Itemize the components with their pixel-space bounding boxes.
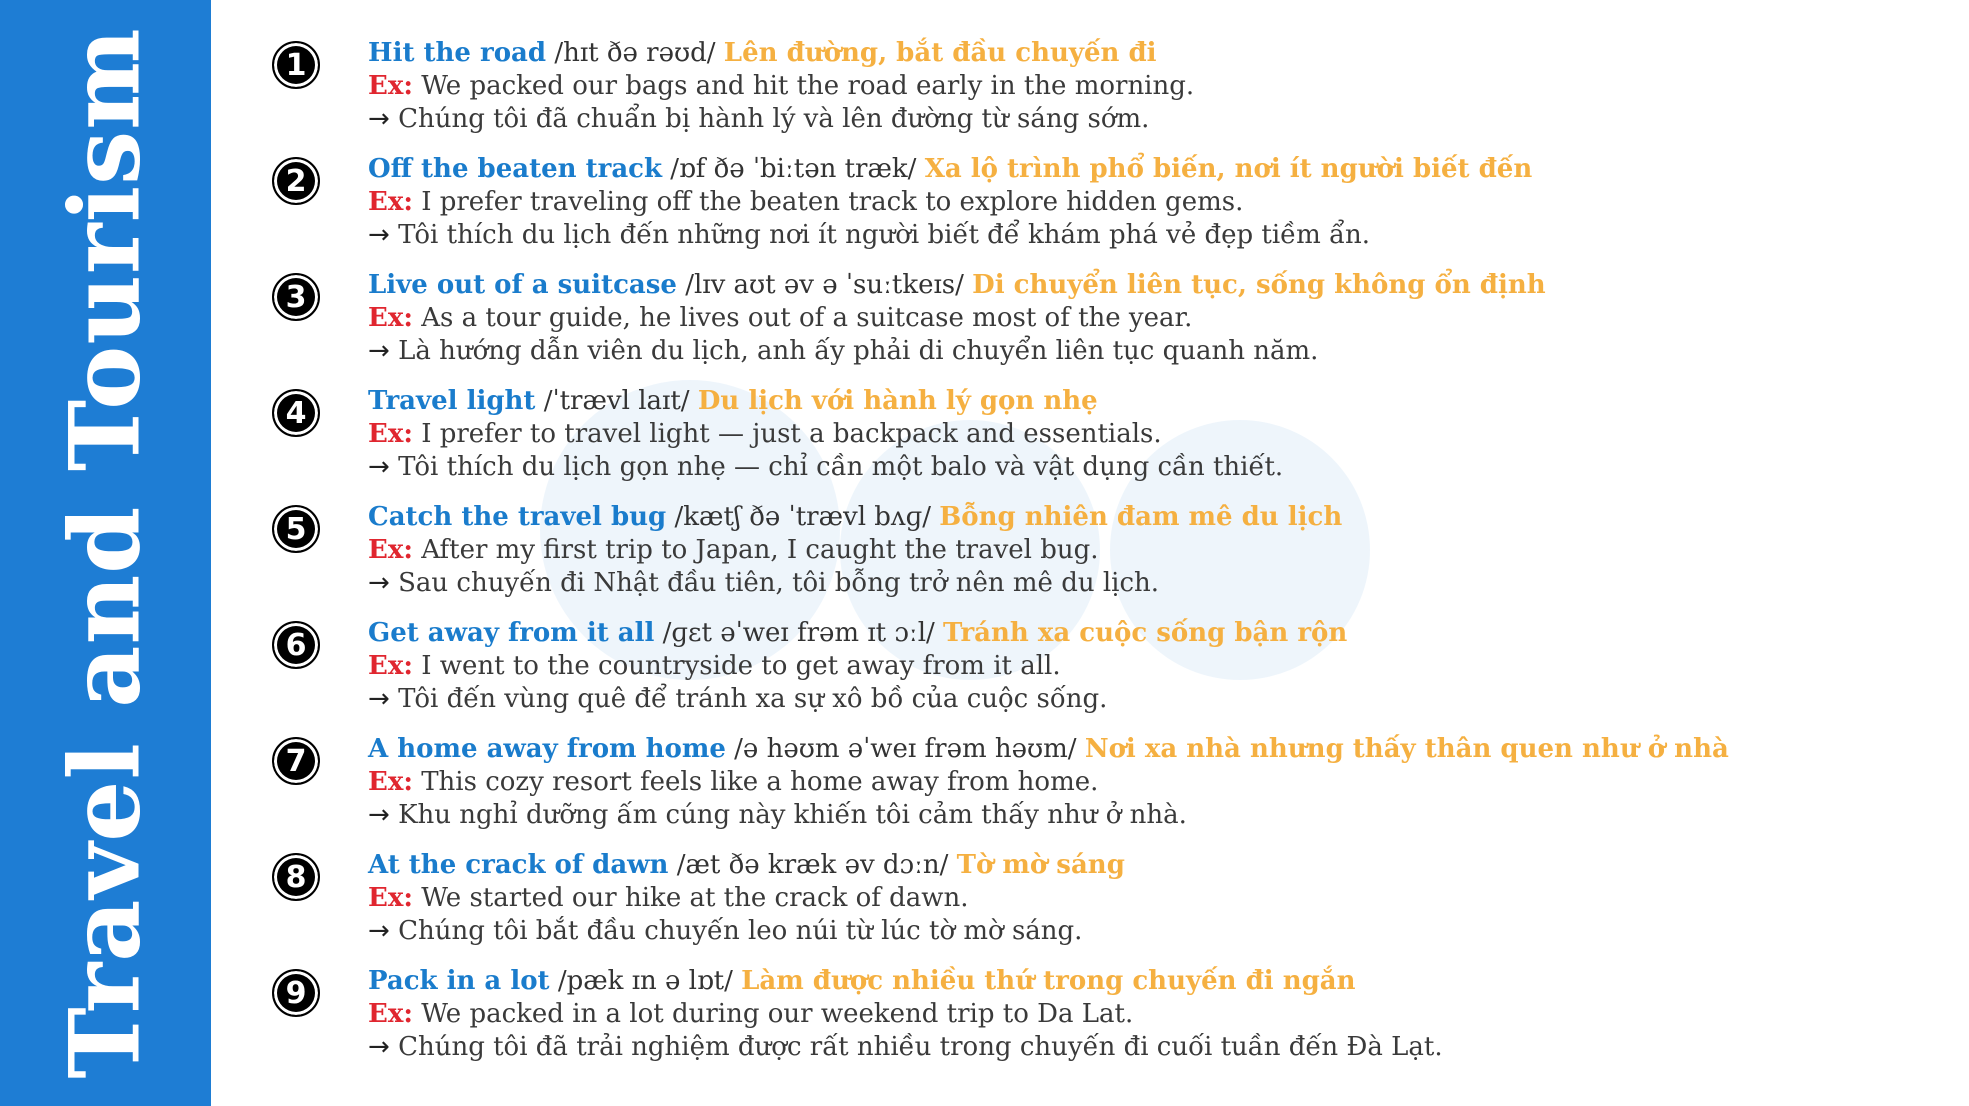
idiom-phrase: Live out of a suitcase xyxy=(368,270,677,300)
entry-lines xyxy=(368,965,1443,1064)
example-line xyxy=(368,70,1194,103)
arrow-icon: → xyxy=(368,220,390,250)
example-label: Ex: xyxy=(368,651,413,681)
arrow-icon: → xyxy=(368,336,390,366)
translation-text: Chúng tôi bắt đầu chuyến leo núi từ lúc tờ mờ sáng. xyxy=(398,916,1083,946)
translation-line xyxy=(368,335,1546,368)
idiom-entry xyxy=(270,965,1950,1081)
example-text: As a tour guide, he lives out of a suitcase most of the year. xyxy=(421,303,1193,333)
idiom-entry xyxy=(270,385,1950,501)
idiom-phrase: Hit the road xyxy=(368,38,547,68)
example-text: We started our hike at the crack of dawn. xyxy=(421,883,969,913)
translation-text: Chúng tôi đã trải nghiệm được rất nhiều trong chuyến đi cuối tuần đến Đà Lạt. xyxy=(398,1032,1443,1062)
arrow-icon: → xyxy=(368,1032,390,1062)
idiom-entry xyxy=(270,269,1950,385)
idiom-entry xyxy=(270,153,1950,269)
idiom-phrase: A home away from home xyxy=(368,734,726,764)
example-label: Ex: xyxy=(368,999,413,1029)
example-text: After my first trip to Japan, I caught the travel bug. xyxy=(421,535,1099,565)
number-badge: 3 xyxy=(272,273,320,321)
example-line xyxy=(368,534,1342,567)
idiom-entry xyxy=(270,617,1950,733)
example-label: Ex: xyxy=(368,419,413,449)
example-line xyxy=(368,302,1546,335)
number-badge: 9 xyxy=(272,969,320,1017)
idiom-header xyxy=(368,617,1347,650)
example-line xyxy=(368,882,1125,915)
translation-line xyxy=(368,799,1729,832)
idiom-meaning: Bỗng nhiên đam mê du lịch xyxy=(939,502,1343,532)
number-badge: 4 xyxy=(272,389,320,437)
entry-lines xyxy=(368,501,1342,600)
example-text: I went to the countryside to get away from it all. xyxy=(421,651,1061,681)
example-label: Ex: xyxy=(368,883,413,913)
example-text: I prefer traveling off the beaten track to explore hidden gems. xyxy=(421,187,1244,217)
translation-line xyxy=(368,219,1532,252)
sidebar-title: Travel and Tourism xyxy=(48,27,162,1079)
idiom-list xyxy=(270,37,1950,1081)
translation-text: Là hướng dẫn viên du lịch, anh ấy phải di chuyển liên tục quanh năm. xyxy=(398,336,1319,366)
idiom-entry xyxy=(270,733,1950,849)
example-line xyxy=(368,650,1347,683)
number-badge: 5 xyxy=(272,505,320,553)
idiom-ipa: /ɡɛt əˈweɪ frəm ɪt ɔːl/ xyxy=(662,618,935,648)
idiom-phrase: Get away from it all xyxy=(368,618,655,648)
translation-text: Chúng tôi đã chuẩn bị hành lý và lên đường từ sáng sớm. xyxy=(398,104,1150,134)
entry-lines xyxy=(368,849,1125,948)
example-text: I prefer to travel light — just a backpack and essentials. xyxy=(421,419,1162,449)
example-label: Ex: xyxy=(368,535,413,565)
idiom-meaning: Xa lộ trình phổ biến, nơi ít người biết đến xyxy=(924,154,1533,184)
example-label: Ex: xyxy=(368,303,413,333)
example-label: Ex: xyxy=(368,187,413,217)
idiom-meaning: Du lịch với hành lý gọn nhẹ xyxy=(697,386,1098,416)
idiom-header xyxy=(368,849,1125,882)
translation-text: Sau chuyến đi Nhật đầu tiên, tôi bỗng trở nên mê du lịch. xyxy=(398,568,1160,598)
translation-text: Tôi thích du lịch gọn nhẹ — chỉ cần một balo và vật dụng cần thiết. xyxy=(398,452,1284,482)
example-line xyxy=(368,186,1532,219)
entry-lines xyxy=(368,385,1283,484)
example-line xyxy=(368,418,1283,451)
idiom-phrase: Travel light xyxy=(368,386,536,416)
translation-line xyxy=(368,1031,1443,1064)
example-label: Ex: xyxy=(368,767,413,797)
example-text: We packed our bags and hit the road early in the morning. xyxy=(421,71,1195,101)
example-label: Ex: xyxy=(368,71,413,101)
arrow-icon: → xyxy=(368,916,390,946)
translation-text: Tôi đến vùng quê để tránh xa sự xô bồ của cuộc sống. xyxy=(398,684,1108,714)
arrow-icon: → xyxy=(368,104,390,134)
entry-lines xyxy=(368,733,1729,832)
example-text: We packed in a lot during our weekend trip to Da Lat. xyxy=(421,999,1134,1029)
entry-lines xyxy=(368,617,1347,716)
idiom-header xyxy=(368,153,1532,186)
entry-lines xyxy=(368,153,1532,252)
idiom-meaning: Nơi xa nhà nhưng thấy thân quen như ở nhà xyxy=(1084,734,1729,764)
number-badge: 7 xyxy=(272,737,320,785)
idiom-header xyxy=(368,37,1194,70)
idiom-ipa: /pæk ɪn ə lɒt/ xyxy=(557,966,733,996)
idiom-phrase: At the crack of dawn xyxy=(368,850,669,880)
translation-line xyxy=(368,683,1347,716)
idiom-header xyxy=(368,385,1283,418)
arrow-icon: → xyxy=(368,452,390,482)
translation-line xyxy=(368,567,1342,600)
translation-text: Khu nghỉ dưỡng ấm cúng này khiến tôi cảm thấy như ở nhà. xyxy=(398,800,1187,830)
idiom-ipa: /lɪv aʊt əv ə ˈsuːtkeɪs/ xyxy=(685,270,964,300)
sidebar xyxy=(0,0,211,1106)
idiom-meaning: Tránh xa cuộc sống bận rộn xyxy=(943,618,1348,648)
idiom-meaning: Lên đường, bắt đầu chuyến đi xyxy=(723,38,1157,68)
example-line xyxy=(368,998,1443,1031)
idiom-meaning: Làm được nhiều thứ trong chuyến đi ngắn xyxy=(741,966,1356,996)
number-badge: 1 xyxy=(272,41,320,89)
example-text: This cozy resort feels like a home away from home. xyxy=(421,767,1099,797)
idiom-ipa: /ɒf ðə ˈbiːtən træk/ xyxy=(670,154,917,184)
translation-line xyxy=(368,451,1283,484)
translation-line xyxy=(368,103,1194,136)
idiom-meaning: Di chuyển liên tục, sống không ổn định xyxy=(972,270,1546,300)
idiom-entry xyxy=(270,501,1950,617)
arrow-icon: → xyxy=(368,684,390,714)
idiom-ipa: /ə həʊm əˈweɪ frəm həʊm/ xyxy=(734,734,1077,764)
idiom-ipa: /hɪt ðə rəʊd/ xyxy=(554,38,716,68)
idiom-entry xyxy=(270,849,1950,965)
example-line xyxy=(368,766,1729,799)
idiom-phrase: Off the beaten track xyxy=(368,154,663,184)
translation-text: Tôi thích du lịch đến những nơi ít người biết để khám phá vẻ đẹp tiềm ẩn. xyxy=(398,220,1371,250)
idiom-phrase: Pack in a lot xyxy=(368,966,550,996)
arrow-icon: → xyxy=(368,800,390,830)
translation-line xyxy=(368,915,1125,948)
idiom-header xyxy=(368,269,1546,302)
idiom-meaning: Tờ mờ sáng xyxy=(956,850,1125,880)
idiom-ipa: /æt ðə kræk əv dɔːn/ xyxy=(676,850,949,880)
idiom-ipa: /kætʃ ðə ˈtrævl bʌɡ/ xyxy=(674,502,932,532)
entry-lines xyxy=(368,269,1546,368)
idiom-header xyxy=(368,965,1443,998)
number-badge: 8 xyxy=(272,853,320,901)
number-badge: 6 xyxy=(272,621,320,669)
idiom-phrase: Catch the travel bug xyxy=(368,502,667,532)
number-badge: 2 xyxy=(272,157,320,205)
idiom-entry xyxy=(270,37,1950,153)
idiom-ipa: /ˈtrævl laɪt/ xyxy=(543,386,690,416)
arrow-icon: → xyxy=(368,568,390,598)
entry-lines xyxy=(368,37,1194,136)
idiom-header xyxy=(368,733,1729,766)
idiom-header xyxy=(368,501,1342,534)
